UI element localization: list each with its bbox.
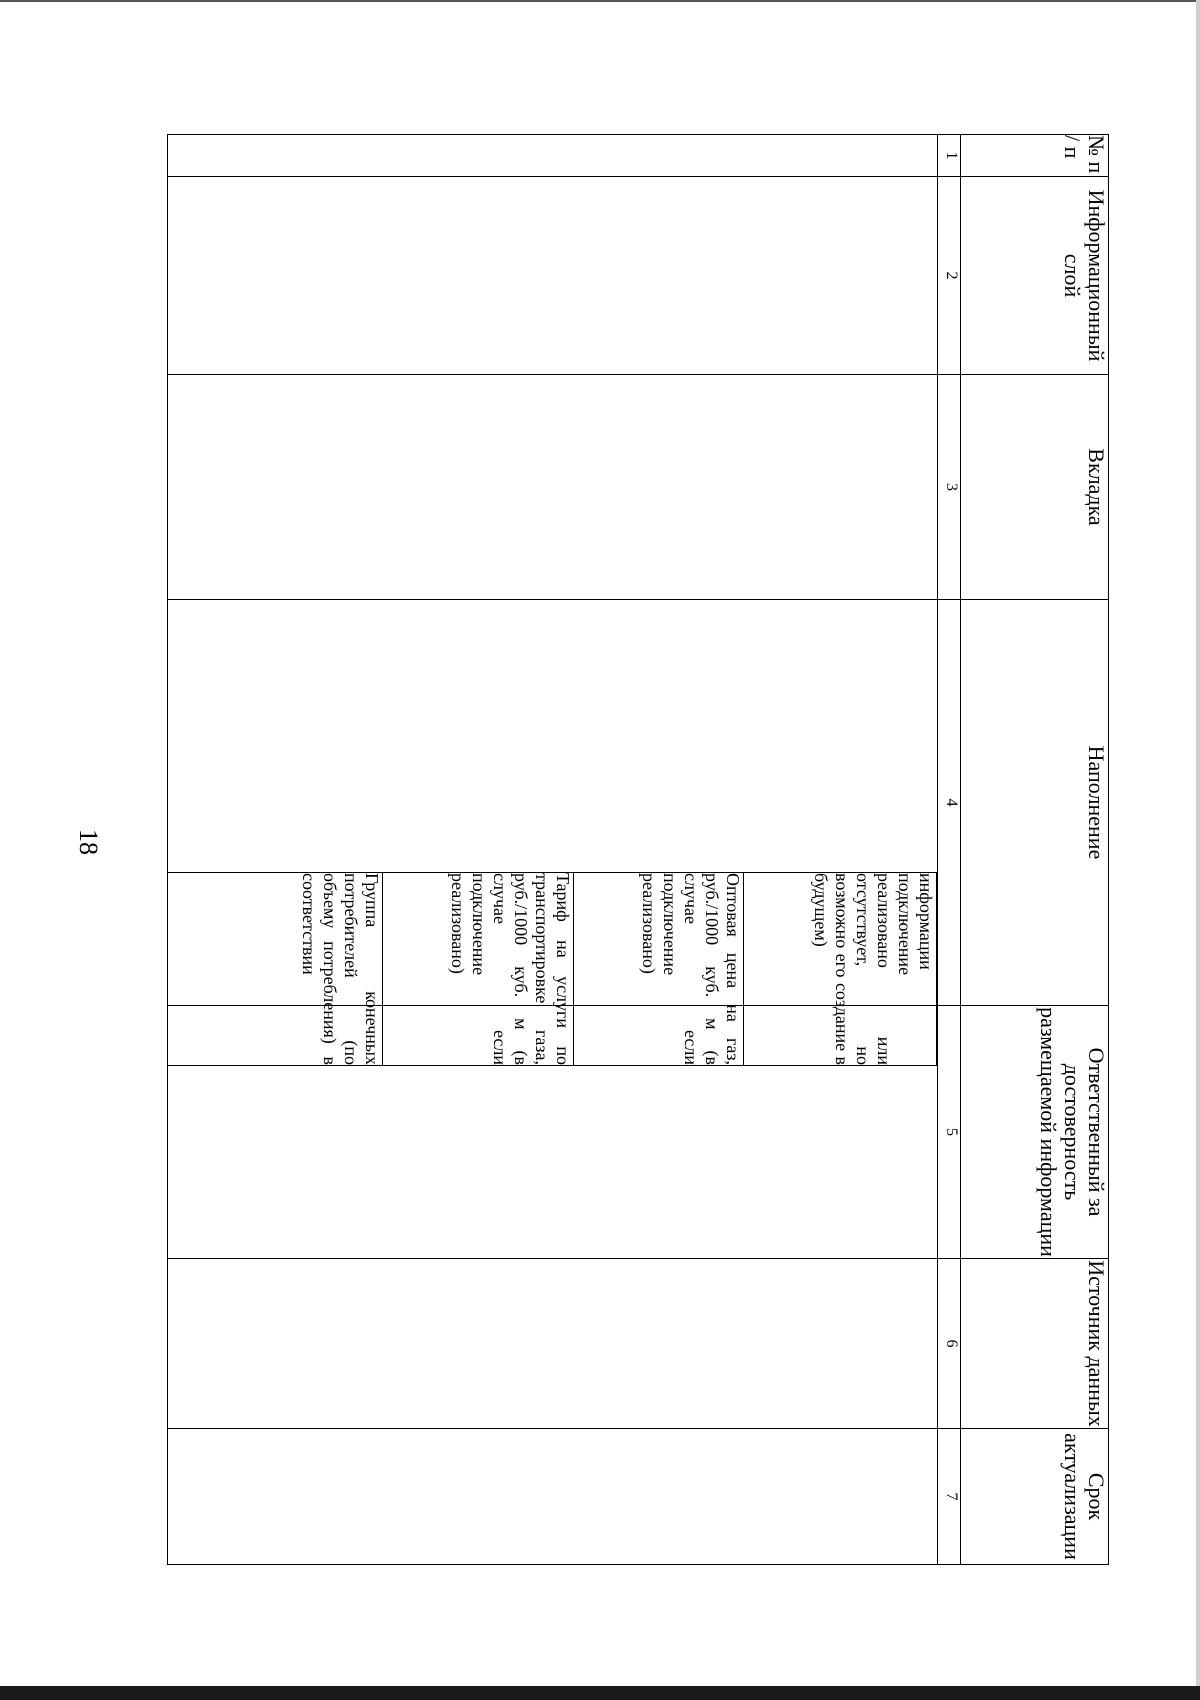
- column-number: 2: [938, 177, 961, 375]
- content-subrow: [574, 873, 744, 1066]
- content-item: Тариф на услуги по транспортировке газа, руб./1000 куб. м (в случае если подключение реализовано): [383, 873, 574, 1066]
- header-tab: Вкладка: [961, 375, 1109, 600]
- scan-edge-bottom: [0, 1686, 1200, 1700]
- header-content: Наполнение: [961, 600, 1109, 1006]
- column-number-row: [938, 135, 961, 1565]
- header-info-layer: Информационный слой: [961, 177, 1109, 375]
- content-item: Оптовая цена на газ, руб./1000 куб. м (в случае если подключение реализовано): [574, 873, 744, 1066]
- info-layer-table: [167, 134, 1109, 1565]
- header-responsible: Ответственный за достоверность размещаемой информации: [961, 1006, 1109, 1259]
- column-number: 3: [938, 375, 961, 600]
- cell-data-source: [168, 1259, 938, 1429]
- header-update-period: Срок актуализации: [961, 1429, 1109, 1565]
- content-item: информации подключение реализовано или отсутствует, но возможно его создание в будущем): [744, 873, 937, 1066]
- column-number: 4: [938, 600, 961, 1006]
- header-row: [961, 135, 1109, 1565]
- rotated-table-wrapper: [167, 134, 1109, 1564]
- content-item: Группа конечных потребителей (по объему потребления) в соответствии: [168, 873, 383, 1066]
- page-number: 18: [74, 829, 103, 855]
- cell-tab: [168, 375, 938, 600]
- content-inner-divider: [168, 600, 937, 873]
- column-number: 1: [938, 135, 961, 177]
- column-number: 5: [938, 1006, 961, 1259]
- column-number: 6: [938, 1259, 961, 1429]
- content-subrow: [383, 873, 574, 1066]
- content-subrow: [744, 873, 937, 1066]
- scan-edge-right: [1196, 0, 1200, 1700]
- cell-content: [168, 600, 938, 1065]
- cell-row-number: [168, 135, 938, 177]
- cell-info-layer: [168, 177, 938, 375]
- header-data-source: Источник данных: [961, 1259, 1109, 1429]
- column-number: 7: [938, 1429, 961, 1565]
- cell-update-period: [168, 1429, 938, 1565]
- data-row: [168, 135, 938, 1565]
- content-subrow: [168, 873, 383, 1066]
- content-subtable: [168, 872, 937, 1066]
- scan-edge-top: [0, 0, 1200, 12]
- header-row-number: № п / п: [961, 135, 1109, 177]
